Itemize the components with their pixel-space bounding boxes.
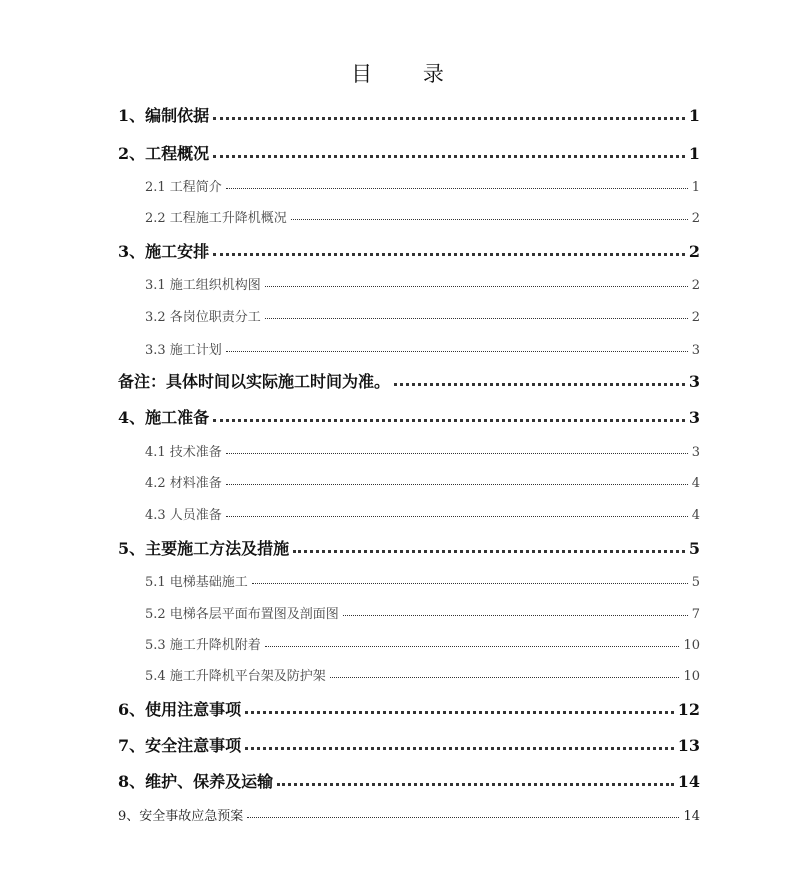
dot-leader xyxy=(245,699,674,715)
toc-entry-1[interactable] xyxy=(118,103,700,126)
toc-entry-page: 14 xyxy=(683,809,700,824)
dot-leader xyxy=(265,636,680,649)
dot-leader xyxy=(226,178,688,191)
toc-entry-3[interactable] xyxy=(118,239,700,262)
dot-leader xyxy=(245,735,674,751)
toc-entry-page: 2 xyxy=(691,278,700,293)
toc-entry-label: 9、安全事故应急预案 xyxy=(118,809,244,824)
dot-leader xyxy=(265,276,688,289)
dot-leader xyxy=(291,209,688,222)
toc-title: 目 录 xyxy=(351,62,466,86)
toc-entry-label: 6、使用注意事项 xyxy=(118,700,242,719)
toc-entry-3-3[interactable] xyxy=(145,339,700,358)
dot-leader xyxy=(293,538,685,554)
toc-entry-3-2[interactable] xyxy=(145,306,700,325)
toc-entry-label: 4.1 技术准备 xyxy=(145,445,222,460)
toc-entry-8[interactable] xyxy=(118,769,700,792)
toc-entry-5-2[interactable] xyxy=(145,603,700,622)
toc-entry-page: 2 xyxy=(691,211,700,226)
toc-entry-page: 1 xyxy=(688,144,700,163)
dot-leader xyxy=(247,807,679,820)
toc-entry-label: 5.1 电梯基础施工 xyxy=(145,575,248,590)
toc-entry-label: 2.2 工程施工升降机概况 xyxy=(145,211,287,226)
toc-entry-page: 14 xyxy=(677,772,700,791)
toc-entry-label: 1、编制依据 xyxy=(118,106,210,125)
toc-entry-7[interactable] xyxy=(118,733,700,756)
toc-entry-label: 4、施工准备 xyxy=(118,408,210,427)
toc-entry-4-3[interactable] xyxy=(145,504,700,523)
toc-entry-label: 2.1 工程简介 xyxy=(145,180,222,195)
toc-entry-page: 2 xyxy=(691,310,700,325)
dot-leader xyxy=(213,105,685,121)
dot-leader xyxy=(277,771,674,787)
toc-entry-page: 3 xyxy=(691,343,700,358)
toc-entry-page: 3 xyxy=(688,372,700,391)
toc-entry-4-1[interactable] xyxy=(145,441,700,460)
dot-leader xyxy=(343,605,688,618)
dot-leader xyxy=(226,506,688,519)
toc-entry-3-1[interactable] xyxy=(145,274,700,293)
toc-entry-4-2[interactable] xyxy=(145,472,700,491)
toc-entry-2-2[interactable] xyxy=(145,207,700,226)
dot-leader xyxy=(252,573,688,586)
toc-entry-page: 3 xyxy=(691,445,700,460)
toc-entry-label: 3.2 各岗位职责分工 xyxy=(145,310,261,325)
toc-entry-label: 3.1 施工组织机构图 xyxy=(145,278,261,293)
toc-entry-page: 10 xyxy=(683,669,700,684)
toc-entry-page: 12 xyxy=(677,700,700,719)
toc-entry-label: 7、安全注意事项 xyxy=(118,736,242,755)
toc-entry-6[interactable] xyxy=(118,697,700,720)
toc-entry-label: 5.4 施工升降机平台架及防护架 xyxy=(145,669,326,684)
toc-entry-page: 1 xyxy=(691,180,700,195)
toc-entry-5-1[interactable] xyxy=(145,571,700,590)
toc-entry-page: 13 xyxy=(677,736,700,755)
toc-entry-page: 1 xyxy=(688,106,700,125)
toc-entry-label: 2、工程概况 xyxy=(118,144,210,163)
dot-leader xyxy=(226,443,688,456)
dot-leader xyxy=(226,474,688,487)
toc-entry-page: 3 xyxy=(688,408,700,427)
toc-entry-9[interactable] xyxy=(118,805,700,824)
toc-entry-5-4[interactable] xyxy=(145,665,700,684)
toc-entry-label: 3.3 施工计划 xyxy=(145,343,222,358)
toc-entry-label: 5、主要施工方法及措施 xyxy=(118,539,290,558)
toc-entry-page: 5 xyxy=(688,539,700,558)
toc-entry-5-3[interactable] xyxy=(145,634,700,653)
toc-entry-page: 2 xyxy=(688,242,700,261)
toc-entry-page: 7 xyxy=(691,607,700,622)
toc-entry-page: 4 xyxy=(691,476,700,491)
toc-entry-page: 4 xyxy=(691,508,700,523)
dot-leader xyxy=(265,308,688,321)
toc-entry-label: 备注：具体时间以实际施工时间为准。 xyxy=(118,372,391,391)
toc-entry-page: 10 xyxy=(683,638,700,653)
dot-leader xyxy=(213,241,685,257)
dot-leader xyxy=(226,341,688,354)
toc-entry-label: 5.3 施工升降机附着 xyxy=(145,638,261,653)
toc-entry-2-1[interactable] xyxy=(145,176,700,195)
toc-entry-page: 5 xyxy=(691,575,700,590)
toc-entry-label: 5.2 电梯各层平面布置图及剖面图 xyxy=(145,607,339,622)
toc-entry-label: 8、维护、保养及运输 xyxy=(118,772,274,791)
dot-leader xyxy=(330,667,680,680)
toc-entry-2[interactable] xyxy=(118,141,700,164)
toc-entry-note[interactable] xyxy=(118,369,700,392)
toc-entry-label: 4.2 材料准备 xyxy=(145,476,222,491)
dot-leader xyxy=(213,143,685,159)
toc-entry-label: 3、施工安排 xyxy=(118,242,210,261)
dot-leader xyxy=(213,407,685,423)
dot-leader xyxy=(394,371,685,387)
toc-entry-4[interactable] xyxy=(118,405,700,428)
toc-entry-5[interactable] xyxy=(118,536,700,559)
toc-entry-label: 4.3 人员准备 xyxy=(145,508,222,523)
